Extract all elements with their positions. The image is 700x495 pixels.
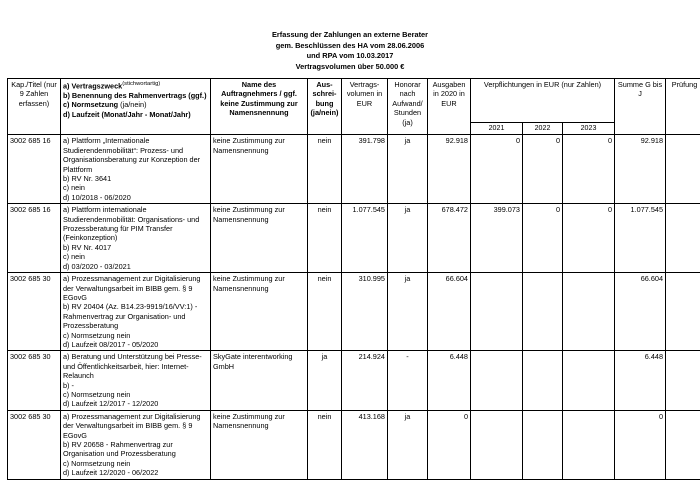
cell-2023 <box>563 351 615 410</box>
title-line-3: und RPA vom 10.03.2017 <box>306 51 394 60</box>
payments-table <box>7 78 700 480</box>
cell-2023 <box>563 273 615 351</box>
header-year-2023: 2023 <box>563 123 615 135</box>
cell-honorar: ja <box>388 273 428 351</box>
table-header <box>8 79 700 135</box>
table-row <box>8 135 700 204</box>
cell-2022: 0 <box>523 204 563 273</box>
cell-vertragsvolumen: 413.168 <box>342 410 388 479</box>
cell-pruefung <box>666 410 700 479</box>
document-title <box>0 30 700 72</box>
cell-kap: 3002 685 16 <box>8 204 61 273</box>
cell-summe: 92.918 <box>615 135 666 204</box>
header-vertragszweck <box>61 79 211 135</box>
cell-2021 <box>471 273 523 351</box>
cell-ausgaben: 92.918 <box>428 135 471 204</box>
title-line-1: Erfassung der Zahlungen an externe Berater <box>271 30 429 39</box>
cell-summe: 1.077.545 <box>615 204 666 273</box>
cell-ausschreibung: nein <box>308 273 342 351</box>
cell-kap: 3002 685 16 <box>8 135 61 204</box>
header-summe: Summe G bis J <box>615 79 666 135</box>
cell-vertragsvolumen: 391.798 <box>342 135 388 204</box>
cell-2023: 0 <box>563 204 615 273</box>
header-vz-c: c) Normsetzung <box>63 100 119 110</box>
cell-name: SkyGate interentworking GmbH <box>211 351 308 410</box>
cell-ausschreibung: nein <box>308 410 342 479</box>
cell-2021: 0 <box>471 135 523 204</box>
cell-zweck: a) Plattform internationale Studierendenmobilität: Organisations- und Prozessberatung für PIM Transfer (Feinkonzeption) b) RV Nr. 4017 c) nein d) 03/2020 - 03/2021 <box>61 204 211 273</box>
cell-2023 <box>563 410 615 479</box>
header-year-2021: 2021 <box>471 123 523 135</box>
cell-honorar: ja <box>388 135 428 204</box>
title-line-2: gem. Beschlüssen des HA vom 28.06.2006 <box>275 40 425 50</box>
cell-zweck: a) Prozessmanagement zur Digitalisierung der Verwaltungsarbeit im BIBB gem. § 9 EGovG b) RV 20658 - Rahmenvertrag zur Organisation und Prozessberatung c) Normsetzung nein d) Laufzeit 12/2020 - 06/2022 <box>61 410 211 479</box>
cell-honorar: - <box>388 351 428 410</box>
cell-vertragsvolumen: 310.995 <box>342 273 388 351</box>
cell-honorar: ja <box>388 204 428 273</box>
cell-2021 <box>471 351 523 410</box>
cell-summe: 6.448 <box>615 351 666 410</box>
cell-kap: 3002 685 30 <box>8 351 61 410</box>
cell-name: keine Zustimmung zur Namensnennung <box>211 273 308 351</box>
table-row <box>8 273 700 351</box>
cell-ausgaben: 66.604 <box>428 273 471 351</box>
cell-2022 <box>523 351 563 410</box>
cell-ausgaben: 0 <box>428 410 471 479</box>
cell-ausgaben: 678.472 <box>428 204 471 273</box>
header-ausgaben: Ausgaben in 2020 in EUR <box>428 79 471 135</box>
header-honorar: Honorar nach Aufwand/ Stunden (ja) <box>388 79 428 135</box>
header-vz-b: b) Benennung des Rahmenvertrags (ggf.) <box>63 90 207 100</box>
cell-zweck: a) Prozessmanagement zur Digitalisierung der Verwaltungsarbeit im BIBB gem. § 9 EGovG b) RV 20404 (Az. B14.23-9919/16/VV:1) - Rahmenvertrag zur Organisation- und Prozessberatung c) Normsetzung nein d) Laufzeit 08/2017 - 05/2020 <box>61 273 211 351</box>
header-pruefung: Prüfung <box>666 79 700 135</box>
cell-2021 <box>471 410 523 479</box>
cell-name: keine Zustimmung zur Namensnennung <box>211 204 308 273</box>
cell-kap: 3002 685 30 <box>8 273 61 351</box>
cell-vertragsvolumen: 214.924 <box>342 351 388 410</box>
header-vertragsvolumen: Vertrags-volumen in EUR <box>342 79 388 135</box>
cell-ausgaben: 6.448 <box>428 351 471 410</box>
cell-summe: 66.604 <box>615 273 666 351</box>
cell-pruefung <box>666 273 700 351</box>
cell-summe: 0 <box>615 410 666 479</box>
header-vz-c-note: (ja/nein) <box>120 100 147 110</box>
cell-2022 <box>523 410 563 479</box>
cell-2022: 0 <box>523 135 563 204</box>
cell-ausschreibung: ja <box>308 351 342 410</box>
header-vz-a: a) Vertragszweck <box>63 81 123 91</box>
cell-honorar: ja <box>388 410 428 479</box>
table-row <box>8 410 700 479</box>
header-vz-a-note: (stichwortartig) <box>122 81 161 87</box>
cell-2023: 0 <box>563 135 615 204</box>
title-line-4: Vertragsvolumen über 50.000 € <box>295 61 405 71</box>
cell-pruefung <box>666 351 700 410</box>
cell-pruefung <box>666 135 700 204</box>
table-body <box>8 135 700 479</box>
table-row <box>8 351 700 410</box>
header-verpflichtungen: Verpflichtungen in EUR (nur Zahlen) <box>471 79 615 123</box>
cell-name: keine Zustimmung zur Namensnennung <box>211 135 308 204</box>
header-kap-titel: Kap./Titel (nur 9 Zahlen erfassen) <box>8 79 61 135</box>
cell-name: keine Zustimmung zur Namensnennung <box>211 410 308 479</box>
header-vz-d: d) Laufzeit (Monat/Jahr - Monat/Jahr) <box>63 109 191 119</box>
table-row <box>8 204 700 273</box>
cell-kap: 3002 685 30 <box>8 410 61 479</box>
cell-vertragsvolumen: 1.077.545 <box>342 204 388 273</box>
cell-zweck: a) Beratung und Unterstützung bei Presse- und Öffentlichkeitsarbeit, hier: Internet-Relaunch b) - c) Normsetzung nein d) Laufzeit 12/2017 - 12/2020 <box>61 351 211 410</box>
header-name: Name des Auftragnehmers / ggf. keine Zustimmung zur Namensnennung <box>211 79 308 135</box>
cell-pruefung <box>666 204 700 273</box>
header-ausschreibung: Aus-schrei-bung (ja/nein) <box>308 79 342 135</box>
cell-ausschreibung: nein <box>308 135 342 204</box>
cell-zweck: a) Plattform „Internationale Studierendenmobilität“: Prozess- und Organisationsberatung zur Konzeption der Plattform b) RV Nr. 3641 c) nein d) 10/2018 - 06/2020 <box>61 135 211 204</box>
cell-2021: 399.073 <box>471 204 523 273</box>
cell-2022 <box>523 273 563 351</box>
header-year-2022: 2022 <box>523 123 563 135</box>
cell-ausschreibung: nein <box>308 204 342 273</box>
